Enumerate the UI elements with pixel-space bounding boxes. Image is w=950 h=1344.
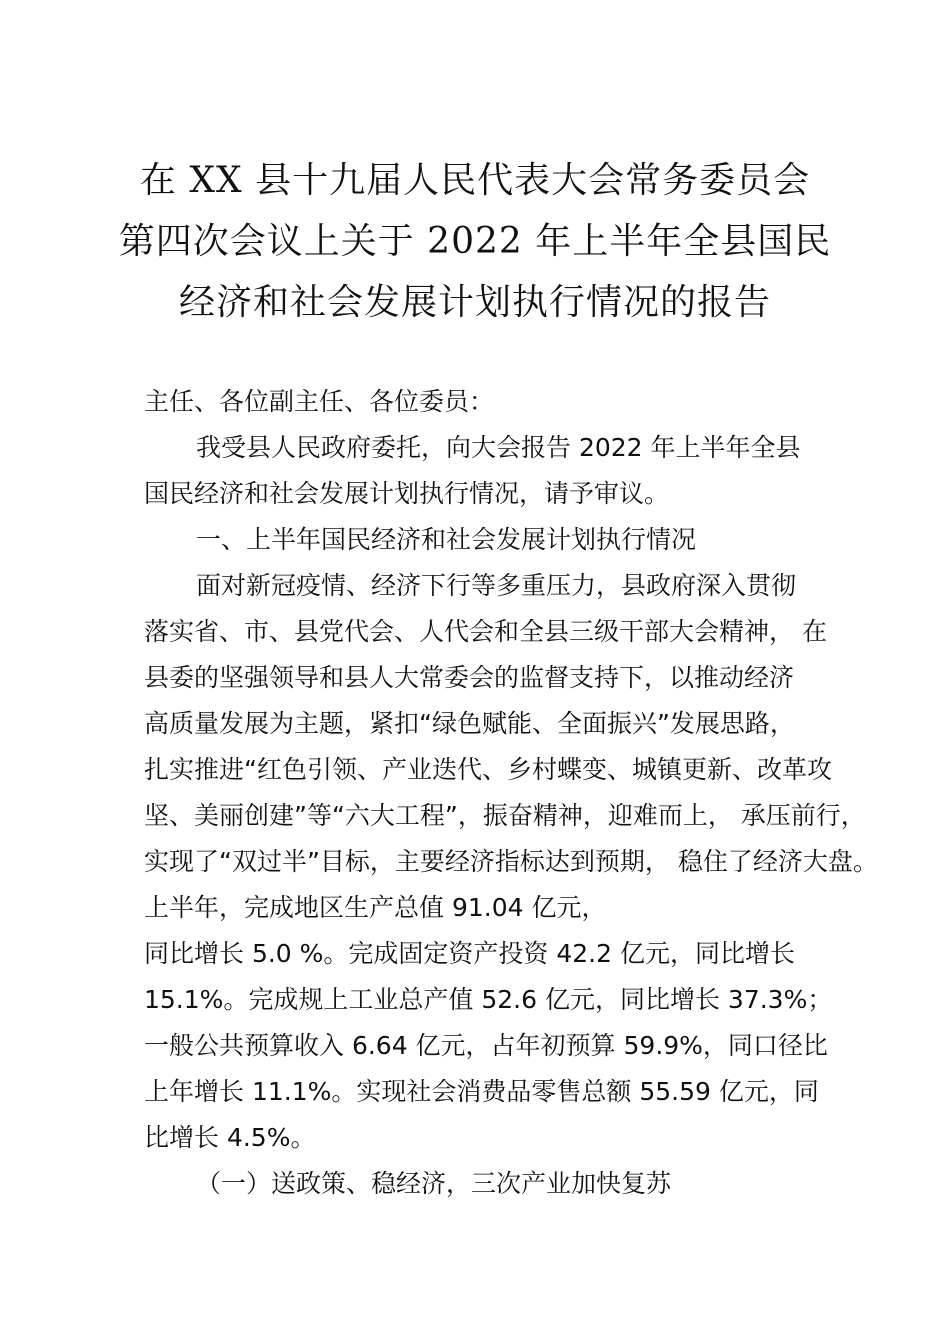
paragraph-line-10: 15.1%。完成规上工业总产值 52.6 亿元，同比增长 37.3%； (144, 985, 833, 1014)
paragraph-line-3: 县委的坚强领导和县人大常委会的监督支持下，以推动经济 (144, 663, 795, 692)
intro-line-1: 我受县人民政府委托，向大会报告 2022 年上半年全县 (196, 433, 801, 462)
document-title (0, 150, 950, 333)
paragraph-line-9: 同比增长 5.0 %。完成固定资产投资 42.2 亿元，同比增长 (144, 939, 795, 968)
paragraph-line-11: 一般公共预算收入 6.64 亿元，占年初预算 59.9%，同口径比 (144, 1031, 828, 1060)
document-body (144, 379, 878, 1207)
paragraph-line-5: 扎实推进“红色引领、产业迭代、乡村蝶变、城镇更新、改革攻 (144, 755, 832, 784)
paragraph-line-8: 上半年，完成地区生产总值 91.04 亿元， (144, 893, 607, 922)
paragraph-line-7: 实现了“双过半”目标，主要经济指标达到预期， 稳住了经济大盘。 (144, 847, 878, 876)
subsection-heading: （一）送政策、稳经济，三次产业加快复苏 (196, 1169, 672, 1198)
intro-line-2: 国民经济和社会发展计划执行情况，请予审议。 (144, 479, 670, 508)
paragraph-line-12: 上年增长 11.1%。实现社会消费品零售总额 55.59 亿元，同 (144, 1077, 819, 1106)
title-line-2: 第四次会议上关于 2022 年上半年全县国民 (118, 221, 832, 262)
title-line-3: 经济和社会发展计划执行情况的报告 (178, 282, 771, 323)
paragraph-line-6: 坚、美丽创建”等“六大工程”，振奋精神，迎难而上， 承压前行， (144, 801, 866, 830)
salutation: 主任、各位副主任、各位委员： (144, 387, 495, 416)
paragraph-line-13: 比增长 4.5%。 (144, 1123, 316, 1152)
title-line-1: 在 XX 县十九届人民代表大会常务委员会 (139, 160, 811, 201)
section-heading: 一、上半年国民经济和社会发展计划执行情况 (196, 525, 697, 554)
paragraph-line-2: 落实省、市、县党代会、人代会和全县三级干部大会精神， 在 (144, 617, 827, 646)
paragraph-line-1: 面对新冠疫情、经济下行等多重压力，县政府深入贯彻 (196, 571, 797, 600)
paragraph-line-4: 高质量发展为主题，紧扣“绿色赋能、全面振兴”发展思路， (144, 709, 795, 738)
